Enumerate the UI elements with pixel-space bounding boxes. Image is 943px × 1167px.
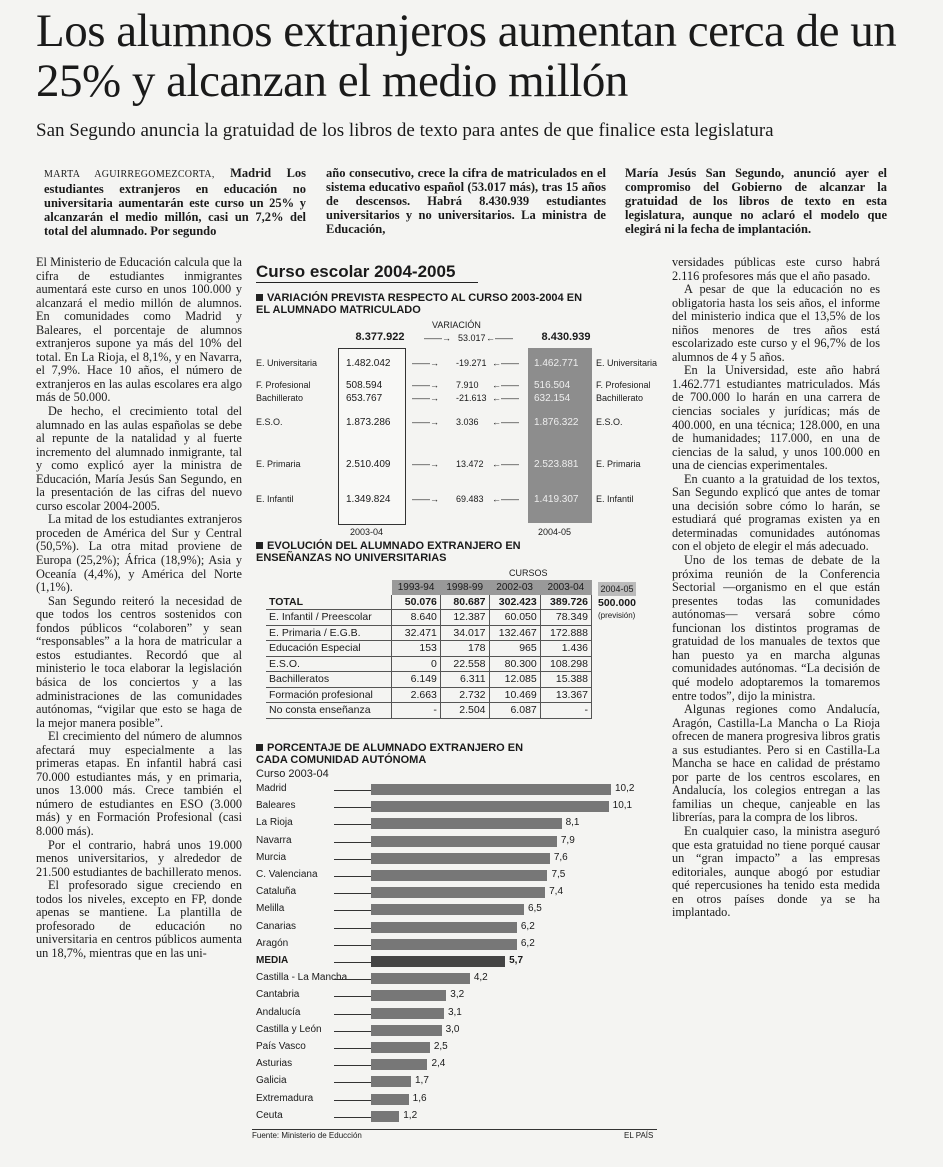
variation-value: 69.483 <box>456 494 484 504</box>
paragraph: En cuanto a la gratuidad de los textos, San Segundo explicó que antes de tomar una decisión sobre cómo lo harán, se estudiará qué programas existen ya en determinadas comunidades autónomas con el objeto de elegir el más adecuado. <box>672 471 880 554</box>
table-cell: 78.349 <box>540 610 591 626</box>
bar-value-label: 8,1 <box>565 817 580 828</box>
bar-row <box>256 1024 656 1037</box>
paragraph: Algunas regiones como Andalucía, Aragón, Castilla-La Mancha o La Rioja ofrecen de manera progresiva libros gratis a sus estudiantes. Pero si en Castilla-La Mancha se hace en calidad de préstamo por parte de los centros escolares, en Andalucía, los colegios entregan a las familias un cheque, canjeable en las librerías, para la compra de los libros. <box>672 702 880 825</box>
header-blank <box>266 580 392 595</box>
row-label-2004: E. Infantil <box>596 494 634 504</box>
divider <box>256 282 478 283</box>
table-cell: 153 <box>392 641 441 657</box>
table-cell: 22.558 <box>440 656 489 672</box>
table-cell: 32.471 <box>392 625 441 641</box>
value-2003: 1.349.824 <box>346 494 391 505</box>
column-header: 1993-94 <box>392 580 441 595</box>
table-cell: 6.311 <box>440 672 489 688</box>
table-row <box>266 610 592 626</box>
byline-author: MARTA AGUIRREGOMEZCORTA, <box>44 169 215 180</box>
left-column <box>36 256 242 960</box>
bar-category-label: Canarias <box>256 921 297 932</box>
table-cell: 13.367 <box>540 687 591 703</box>
bar-category-label: Aragón <box>256 938 289 949</box>
bar-category-label: Galicia <box>256 1075 287 1086</box>
bar-row <box>256 1110 656 1123</box>
leader-line <box>334 1031 371 1032</box>
lead-col-2: año consecutivo, crece la cifra de matriculados en el sistema educativo español (53.017 más), tras 15 años de descensos. Habrá 8.430.939 estudiantes universitarios y no universitarios. La ministra de Educación, <box>326 166 606 236</box>
table-cell: 2.663 <box>392 687 441 703</box>
table-cell: 60.050 <box>489 610 540 626</box>
bar-value-label: 10,2 <box>615 783 635 794</box>
table-cell: 15.388 <box>540 672 591 688</box>
arrow-left-icon: ←—— <box>492 417 519 427</box>
leader-line <box>334 859 371 860</box>
bar-row <box>256 1075 656 1088</box>
table-cell: 12.387 <box>440 610 489 626</box>
paragraph: En la Universidad, este año habrá 1.462.771 estudiantes matriculados. Más de 700.000 lo harán en una carrera de ciencias sociales y jurídicas; más de 400.000, en una técnica; 128.000, en una de humanidades; 117.000, en una de ciencias de la salud, y unos 100.000 en una de ciencias experimentales. <box>672 363 880 473</box>
bar <box>371 853 550 864</box>
bar-value-label: 2,5 <box>433 1041 448 1052</box>
value-2004: 2.523.881 <box>534 459 579 470</box>
table-cell: 2.504 <box>440 703 489 719</box>
bar-value-label: 7,6 <box>553 852 568 863</box>
bar-value-label: 5,7 <box>509 955 524 966</box>
bar-category-label: Ceuta <box>256 1110 283 1121</box>
arrow-right-icon: ——→ <box>412 459 439 469</box>
bar-row <box>256 835 656 848</box>
bar <box>371 801 609 812</box>
variation-value: -19.271 <box>456 358 487 368</box>
bar-value-label: 4,2 <box>473 972 488 983</box>
row-label: E.S.O. <box>266 656 392 672</box>
leader-line <box>334 876 371 877</box>
bar <box>371 870 547 881</box>
headline: Los alumnos extranjeros aumentan cerca de un 25% y alcanzan el medio millón <box>36 5 897 107</box>
bar-row <box>256 955 656 968</box>
table-cell: 178 <box>440 641 489 657</box>
leader-line <box>334 824 371 825</box>
cursos-label: CURSOS <box>509 568 548 578</box>
table-cell: 2.732 <box>440 687 489 703</box>
bar-category-label: Cataluña <box>256 886 297 897</box>
row-label-2004: E. Primaria <box>596 459 641 469</box>
byline-place: Madrid <box>230 166 272 180</box>
leader-line <box>334 928 371 929</box>
bar-category-label: La Rioja <box>256 817 293 828</box>
bar <box>371 1111 399 1122</box>
row-label-2003: E. Infantil <box>256 494 294 504</box>
bar <box>371 836 557 847</box>
bar <box>371 973 470 984</box>
bar <box>371 1025 442 1036</box>
table-cell: 1.436 <box>540 641 591 657</box>
square-bullet-icon <box>256 744 263 751</box>
bar-row <box>256 938 656 951</box>
table-row <box>266 625 592 641</box>
leader-line <box>334 1065 371 1066</box>
bar-category-label: Navarra <box>256 835 292 846</box>
table-cell: 6.149 <box>392 672 441 688</box>
bar <box>371 887 545 898</box>
value-2004: 1.419.307 <box>534 494 579 505</box>
table-row <box>266 703 592 719</box>
variation-value: -21.613 <box>456 393 487 403</box>
leader-line <box>334 1014 371 1015</box>
bar-row <box>256 1041 656 1054</box>
table-row <box>266 656 592 672</box>
bar <box>371 1042 430 1053</box>
lead-text-1: Los estudiantes extranjeros en educación no universitaria aumentarán este curso un 25% y alcanzarán el medio millón, casi un 7,2% del total del alumnado. Por segundo <box>44 166 307 238</box>
bar-chart <box>256 783 656 1128</box>
total-2004-05: 500.000 <box>598 597 636 609</box>
bar-value-label: 3,0 <box>445 1024 460 1035</box>
leader-line <box>334 842 371 843</box>
bar <box>371 784 611 795</box>
arrow-right-icon: ——→ <box>412 358 439 368</box>
row-label: Bachilleratos <box>266 672 392 688</box>
leader-line <box>334 945 371 946</box>
arrow-left-icon: ←—— <box>492 494 519 504</box>
arrow-right-icon: ——→ <box>412 494 439 504</box>
table-cell: 172.888 <box>540 625 591 641</box>
footer-divider <box>252 1129 657 1130</box>
bar-value-label: 1,2 <box>403 1110 418 1121</box>
row-label-2003: E.S.O. <box>256 417 283 427</box>
source-note: Fuente: Ministerio de Educción <box>252 1131 362 1140</box>
lead-col-1 <box>44 166 306 238</box>
bar-row <box>256 783 656 796</box>
table-row <box>266 687 592 703</box>
bar-category-label: Extremadura <box>256 1093 314 1104</box>
bar-row <box>256 1058 656 1071</box>
bar-category-label: País Vasco <box>256 1041 306 1052</box>
total-2003: 8.377.922 <box>355 331 405 343</box>
col-label-2003: 2003-04 <box>350 527 384 537</box>
square-bullet-icon <box>256 542 263 549</box>
leader-line <box>334 962 371 963</box>
paragraph: Uno de los temas de debate de la próxima reunión de la Conferencia Sectorial —organismo en el que están presentes todas las comunidades autónomas— versará sobre cómo funcionan los distintos programas de gratuidad de los manuales de textos que han puesto ya en marcha algunas comunidades autónomas. “La decisión de qué modelo adoptaremos la tomaremos entre todos”, dijo la ministra. <box>672 553 880 703</box>
value-2004: 1.462.771 <box>534 358 579 369</box>
table-cell: 80.300 <box>489 656 540 672</box>
paragraph: versidades públicas este curso habrá 2.116 profesores más que el año pasado. <box>672 255 880 283</box>
square-bullet-icon <box>256 294 263 301</box>
bar-row <box>256 903 656 916</box>
bar-row <box>256 989 656 1002</box>
table-cell: 132.467 <box>489 625 540 641</box>
leader-line <box>334 1082 371 1083</box>
table-cell: 10.469 <box>489 687 540 703</box>
bar-category-label: Cantabria <box>256 989 300 1000</box>
paragraph: De hecho, el crecimiento total del alumnado en las aulas españolas se debe al repunte de la natalidad y al fuerte incremento del alumnado inmigrante, tal y como explicó ayer la ministra de Educación, María Jesús San Segundo, en la presentación de las cifras del nuevo curso escolar 2004-2005. <box>36 404 242 513</box>
column-header: 2002-03 <box>489 580 540 595</box>
leader-line <box>334 979 371 980</box>
table-cell: - <box>392 703 441 719</box>
bar-category-label: Melilla <box>256 903 285 914</box>
bar-row <box>256 921 656 934</box>
table-cell: 8.640 <box>392 610 441 626</box>
section-3-title: PORCENTAJE DE ALUMNADO EXTRANJERO EN CADA COMUNIDAD AUTÓNOMA <box>256 742 524 766</box>
bar-value-label: 6,5 <box>527 903 542 914</box>
row-label: E. Infantil / Preescolar <box>266 610 392 626</box>
total-variation: 53.017 <box>458 333 486 343</box>
row-label-2004: E. Universitaria <box>596 358 658 368</box>
leader-line <box>334 910 371 911</box>
bar-value-label: 7,4 <box>549 886 564 897</box>
paragraph: San Segundo reiteró la necesidad de que todos los centros sostenidos con fondos públicos “colaboren” y sean “responsables” a la hora de matricular a estos estudiantes. Recordó que al ministerio le toca elaborar la legislación básica de los conciertos y a las administraciones de las comunidades autónomas, “vigilar que esto se haga de la mejor manera posible”. <box>36 593 242 730</box>
table-header-row <box>266 580 592 595</box>
arrow-right-icon: ——→ <box>412 393 439 403</box>
variation-value: 13.472 <box>456 459 484 469</box>
value-2003: 2.510.409 <box>346 459 391 470</box>
bar <box>371 939 517 950</box>
value-2003: 508.594 <box>346 380 383 391</box>
table-cell: 0 <box>392 656 441 672</box>
arrow-left-icon: ←—— <box>492 380 519 390</box>
value-2004: 516.504 <box>534 380 571 391</box>
paragraph: El Ministerio de Educación calcula que la cifra de estudiantes inmigrantes aumentará este curso en unos 100.000 y alcanzará el medio millón de alumnos. En comunidades como Madrid y Baleares, el porcentaje de alumnos extranjeros supone ya más del 10% del total. En La Rioja, el 8,1%, y en Navarra, el 7,9%. Hace 10 años, el número de extranjeros en las aulas escolares era algo más de 50.000. <box>36 255 242 405</box>
row-label-2003: F. Profesional <box>256 380 311 390</box>
arrow-right-icon: ——→ <box>424 333 451 343</box>
value-2004: 632.154 <box>534 393 571 404</box>
bar-value-label: 3,2 <box>450 989 465 1000</box>
variation-label: VARIACIÓN <box>432 320 481 330</box>
paragraph: El profesorado sigue creciendo en todos los niveles, excepto en FP, donde apenas se mantiene. La plantilla de profesorado de educación no universitaria en centros públicos aumenta un 18,7%, mientras que en las uni- <box>36 878 242 960</box>
bar <box>371 922 517 933</box>
bar-row <box>256 886 656 899</box>
bar <box>371 1094 409 1105</box>
bar-value-label: 10,1 <box>612 800 633 811</box>
bar-value-label: 3,1 <box>447 1007 462 1018</box>
bar-category-label: MEDIA <box>256 955 289 966</box>
bar-row <box>256 852 656 865</box>
leader-line <box>334 1048 371 1049</box>
bar-row <box>256 972 656 985</box>
bar <box>371 1008 444 1019</box>
bar <box>371 904 524 915</box>
arrow-left-icon: ←—— <box>486 333 513 343</box>
bar-category-label: Asturias <box>256 1058 293 1069</box>
bar-row <box>256 1093 656 1106</box>
graphic-title: Curso escolar 2004-2005 <box>256 262 456 281</box>
row-label: Formación profesional <box>266 687 392 703</box>
row-label-2004: E.S.O. <box>596 417 623 427</box>
bar-row <box>256 869 656 882</box>
table-cell: 50.076 <box>392 595 441 610</box>
table-row <box>266 641 592 657</box>
right-column <box>672 256 880 920</box>
row-label: Educación Especial <box>266 641 392 657</box>
variation-value: 3.036 <box>456 417 479 427</box>
bar-category-label: Castilla y León <box>256 1024 322 1035</box>
paragraph: A pesar de que la educación no es obligatoria hasta los seis años, el informe del ministerio indica que el 13,5% de los niños menores de tres años está escolarizado este curso y el 96,7% de los alumnos de 4 y 5 años. <box>672 282 880 364</box>
bar-row <box>256 800 656 813</box>
bar-value-label: 7,5 <box>551 869 566 880</box>
total-2004: 8.430.939 <box>541 331 591 343</box>
row-label-2003: Bachillerato <box>256 393 304 403</box>
section-1-title: VARIACIÓN PREVISTA RESPECTO AL CURSO 2003-2004 EN EL ALUMNADO MATRICULADO <box>256 292 583 316</box>
table-cell: 108.298 <box>540 656 591 672</box>
prevision-note: (previsión) <box>598 611 636 620</box>
col-header-2004-05: 2004-05 <box>598 582 636 596</box>
bar-value-label: 1,7 <box>415 1075 429 1086</box>
paragraph: En cualquier caso, la ministra aseguró que esta gratuidad no tiene porqué causar un “gran impacto” a las empresas editoriales, aunque abogó por estudiar qué repercusiones ha tenido esta medida en otros países donde ya se ha implantado. <box>672 823 880 920</box>
credit: EL PAÍS <box>624 1131 654 1140</box>
column-header: 1998-99 <box>440 580 489 595</box>
paragraph: El crecimiento del número de alumnos afectará muy especialmente a las primeras etapas. En infantil habrá casi 70.000 estudiantes más, y en primaria, unos 13.000 más. Crece también el número de estudiantes en ESO (3.000 más) y en Formación Profesional (casi 8.000 más). <box>36 729 242 838</box>
table-cell: 965 <box>489 641 540 657</box>
bar-row <box>256 817 656 830</box>
bar <box>371 956 505 967</box>
table-cell: - <box>540 703 591 719</box>
table-cell: 302.423 <box>489 595 540 610</box>
subheadline: San Segundo anuncia la gratuidad de los libros de texto para antes de que finalice esta legislatura <box>36 120 774 141</box>
value-2003: 1.873.286 <box>346 417 391 428</box>
value-2003: 653.767 <box>346 393 383 404</box>
table-row <box>266 595 592 610</box>
evolution-table <box>266 580 592 719</box>
leader-line <box>334 1117 371 1118</box>
arrow-left-icon: ←—— <box>492 459 519 469</box>
bar-category-label: Castilla - La Mancha <box>256 972 348 983</box>
row-label-2003: E. Universitaria <box>256 358 318 368</box>
lead-col-3: María Jesús San Segundo, anunció ayer el compromiso del Gobierno de alcanzar la gratuidad de los libros de texto en esta legislatura, aunque no aclaró el modelo que elegirá ni la fecha de implantación. <box>625 166 887 236</box>
bar <box>371 990 446 1001</box>
leader-line <box>334 1100 371 1101</box>
row-label: E. Primaria / E.G.B. <box>266 625 392 641</box>
bar-category-label: Murcia <box>256 852 287 863</box>
arrow-right-icon: ——→ <box>412 417 439 427</box>
row-label-2003: E. Primaria <box>256 459 301 469</box>
bar-value-label: 1,6 <box>412 1093 427 1104</box>
arrow-right-icon: ——→ <box>412 380 439 390</box>
leader-line <box>334 996 371 997</box>
table-cell: 6.087 <box>489 703 540 719</box>
bar <box>371 818 562 829</box>
bar-category-label: Andalucía <box>256 1007 301 1018</box>
row-label: No consta enseñanza <box>266 703 392 719</box>
row-label-2004: Bachillerato <box>596 393 644 403</box>
table-cell: 12.085 <box>489 672 540 688</box>
col-label-2004: 2004-05 <box>538 527 572 537</box>
arrow-left-icon: ←—— <box>492 358 519 368</box>
bar <box>371 1076 411 1087</box>
leader-line <box>334 893 371 894</box>
infographic <box>252 254 664 1142</box>
bar-value-label: 6,2 <box>520 938 535 949</box>
leader-line <box>334 807 371 808</box>
table-cell: 80.687 <box>440 595 489 610</box>
bar-value-label: 2,4 <box>431 1058 446 1069</box>
arrow-left-icon: ←—— <box>492 393 519 403</box>
bar-value-label: 7,9 <box>560 835 575 846</box>
bar-value-label: 6,2 <box>520 921 535 932</box>
table-cell: 34.017 <box>440 625 489 641</box>
value-2004: 1.876.322 <box>534 417 579 428</box>
column-header: 2003-04 <box>540 580 591 595</box>
section-2-title: EVOLUCIÓN DEL ALUMNADO EXTRANJERO EN ENSEÑANZAS NO UNIVERSITARIAS <box>256 540 521 564</box>
table-row <box>266 672 592 688</box>
chart-subtitle: Curso 2003-04 <box>256 768 329 780</box>
paragraph: Por el contrario, habrá unos 19.000 menos universitarios, y alrededor de 21.500 estudiantes de bachillerato menos. <box>36 837 242 879</box>
table-cell: 389.726 <box>540 595 591 610</box>
bar-category-label: Madrid <box>256 783 287 794</box>
bar <box>371 1059 427 1070</box>
row-label-2004: F. Profesional <box>596 380 651 390</box>
value-2003: 1.482.042 <box>346 358 391 369</box>
bar-row <box>256 1007 656 1020</box>
bar-category-label: Baleares <box>256 800 296 811</box>
bar-category-label: C. Valenciana <box>256 869 318 880</box>
paragraph: La mitad de los estudiantes extranjeros proceden de América del Sur y Central (50,5%). La otra mitad proviene de Europa (25,2%); África (18,9%); Asia y Oceanía (4,4%), y América del Norte (1,1%). <box>36 512 242 595</box>
variation-value: 7.910 <box>456 380 479 390</box>
leader-line <box>334 790 371 791</box>
row-label: TOTAL <box>266 595 392 610</box>
